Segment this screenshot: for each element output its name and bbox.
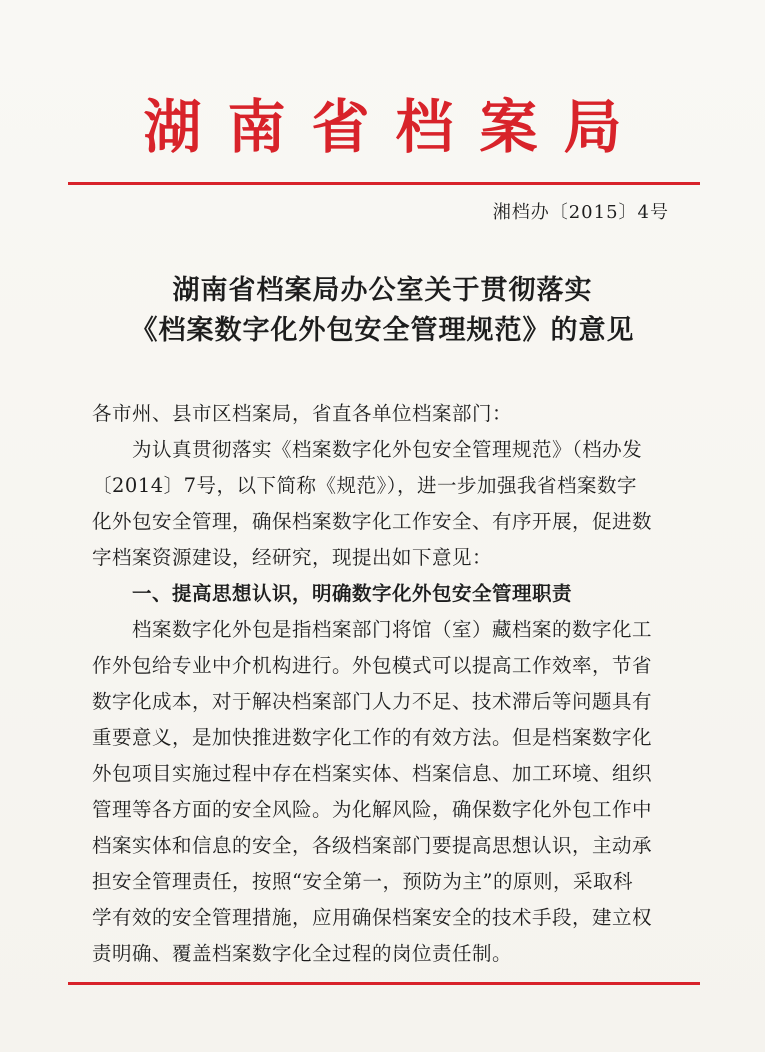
letterhead-org-name: 湖南省档案局 [143,93,648,161]
section-1-line-3: 数字化成本，对于解决档案部门人力不足、技术滞后等问题具有 [92,690,653,713]
document-number: 湘档办〔2015〕4号 [492,202,669,223]
letterhead-bottom-rule [68,982,700,985]
section-1-line-10: 责明确、覆盖档案数字化全过程的岗位责任制。 [92,942,513,965]
section-1-line-5: 外包项目实施过程中存在档案实体、档案信息、加工环境、组织 [92,762,653,785]
letterhead-top-rule [68,182,700,185]
intro-line-1: 为认真贯彻落实《档案数字化外包安全管理规范》（档办发 [132,438,643,461]
document-title-line-2: 《档案数字化外包安全管理规范》的意见 [130,315,635,346]
intro-line-2: 〔2014〕7号，以下简称《规范》），进一步加强我省档案数字 [92,474,638,497]
section-1-line-7: 档案实体和信息的安全，各级档案部门要提高思想认识，主动承 [92,834,653,857]
section-1-line-2: 作外包给专业中介机构进行。外包模式可以提高工作效率，节省 [92,654,653,677]
section-1-line-9: 学有效的安全管理措施，应用确保档案安全的技术手段，建立权 [92,906,653,929]
section-1-line-1: 档案数字化外包是指档案部门将馆（室）藏档案的数字化工 [132,618,653,641]
section-1-line-8: 担安全管理责任，按照“安全第一，预防为主”的原则，采取科 [92,870,633,893]
section-1-line-4: 重要意义，是加快推进数字化工作的有效方法。但是档案数字化 [92,726,653,749]
section-1-line-6: 管理等各方面的安全风险。为化解风险，确保数字化外包工作中 [92,798,653,821]
addressee-line: 各市州、县市区档案局，省直各单位档案部门： [92,402,513,425]
section-1-heading: 一、提高思想认识，明确数字化外包安全管理职责 [132,582,573,605]
intro-line-4: 字档案资源建设，经研究，现提出如下意见： [92,546,493,569]
document-body [92,396,672,972]
intro-line-3: 化外包安全管理，确保档案数字化工作安全、有序开展，促进数 [92,510,653,533]
document-title-line-1: 湖南省档案局办公室关于贯彻落实 [172,275,593,306]
